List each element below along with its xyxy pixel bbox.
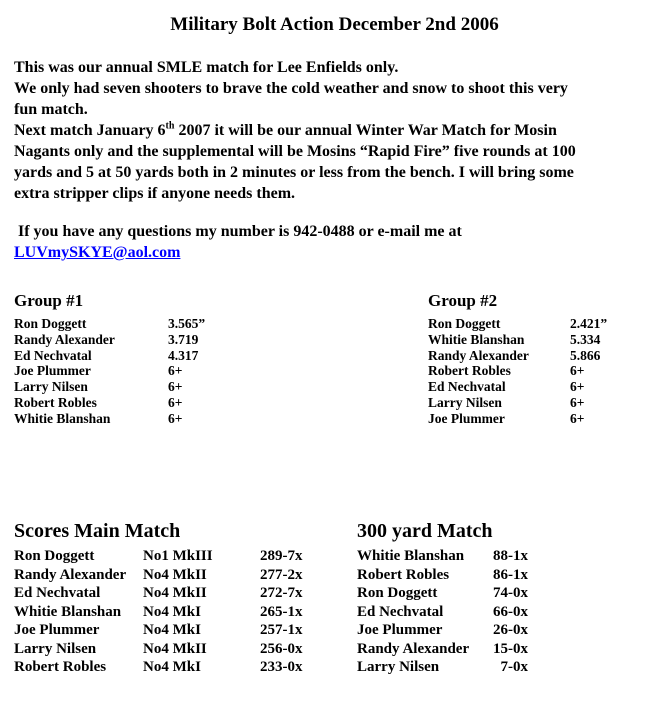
group-size-value: 6+ bbox=[570, 410, 585, 426]
group-size-value: 6+ bbox=[168, 394, 183, 410]
group-size-value: 2.421” bbox=[570, 316, 608, 331]
main-match-table bbox=[14, 547, 303, 677]
shooter-name: Larry Nilsen bbox=[14, 640, 97, 657]
rifle-model: No4 MkII bbox=[143, 585, 207, 601]
intro-line-text: Next match January 6 bbox=[14, 122, 166, 139]
shooter-name: Ron Doggett bbox=[357, 585, 438, 601]
page-title: Military Bolt Action December 2nd 2006 bbox=[170, 14, 499, 35]
shooter-name: Whitie Blanshan bbox=[14, 603, 122, 620]
email-link[interactable]: LUVmySKYE@aol.com bbox=[14, 244, 181, 261]
group-size-value: 6+ bbox=[570, 379, 585, 395]
intro-line bbox=[14, 120, 576, 141]
shooter-name: Randy Alexander bbox=[428, 347, 529, 363]
shooter-name: Larry Nilsen bbox=[357, 659, 440, 675]
shooter-name: Joe Plummer bbox=[14, 622, 100, 638]
main-match-section bbox=[14, 518, 303, 677]
shooter-name: Robert Robles bbox=[357, 566, 450, 583]
match-score: 7-0x bbox=[493, 659, 528, 675]
shooter-name: Ron Doggett bbox=[428, 316, 501, 331]
group-1-section bbox=[14, 290, 205, 427]
rifle-model: No4 MkII bbox=[143, 640, 207, 657]
group-size-value: 5.334 bbox=[570, 331, 601, 347]
match-score: 257-1x bbox=[260, 622, 303, 638]
intro-paragraph bbox=[14, 57, 576, 204]
rifle-model: No4 MkII bbox=[143, 566, 207, 583]
shooter-name: Joe Plummer bbox=[357, 622, 443, 638]
shooter-name: Randy Alexander bbox=[14, 566, 127, 583]
contact-email-line bbox=[14, 242, 462, 263]
shooter-name: Ed Nechvatal bbox=[357, 603, 444, 620]
yard-match-heading: 300 yard Match bbox=[357, 520, 493, 542]
shooter-name: Robert Robles bbox=[428, 363, 511, 379]
match-score: 88-1x bbox=[493, 548, 528, 564]
shooter-name: Ed Nechvatal bbox=[14, 347, 92, 363]
group-1-table bbox=[14, 316, 205, 427]
intro-line: fun match. bbox=[14, 101, 88, 118]
group-size-value: 6+ bbox=[570, 363, 585, 379]
shooter-name: Ron Doggett bbox=[14, 548, 95, 564]
intro-line: extra stripper clips if anyone needs them. bbox=[14, 185, 296, 202]
match-score: 233-0x bbox=[260, 659, 303, 675]
intro-line: yards and 5 at 50 yards both in 2 minutes or less from the bench. I will bring some bbox=[14, 164, 574, 181]
shooter-name: Robert Robles bbox=[14, 659, 107, 675]
intro-line: This was our annual SMLE match for Lee Enfields only. bbox=[14, 59, 399, 76]
shooter-name: Robert Robles bbox=[14, 394, 97, 410]
group-size-value: 3.565” bbox=[168, 316, 206, 331]
group-2-heading: Group #2 bbox=[428, 291, 498, 310]
yard-match-section bbox=[357, 518, 528, 677]
match-score: 256-0x bbox=[260, 640, 303, 657]
match-score: 265-1x bbox=[260, 603, 303, 620]
match-score: 66-0x bbox=[493, 603, 528, 620]
group-size-value: 6+ bbox=[168, 363, 183, 379]
shooter-name: Randy Alexander bbox=[357, 640, 470, 657]
match-score: 289-7x bbox=[260, 548, 303, 564]
shooter-name: Larry Nilsen bbox=[428, 394, 502, 410]
group-size-value: 5.866 bbox=[570, 347, 601, 363]
shooter-name: Larry Nilsen bbox=[14, 379, 88, 395]
shooter-name: Whitie Blanshan bbox=[357, 548, 465, 564]
shooter-name: Whitie Blanshan bbox=[428, 331, 525, 347]
match-score: 277-2x bbox=[260, 566, 303, 583]
intro-line-text: 2007 it will be our annual Winter War Match for Mosin bbox=[174, 122, 557, 139]
rifle-model: No4 MkI bbox=[143, 622, 201, 638]
yard-match-table bbox=[357, 547, 528, 677]
match-score: 86-1x bbox=[493, 566, 528, 583]
shooter-name: Ron Doggett bbox=[14, 316, 87, 331]
group-2-table bbox=[428, 316, 607, 427]
contact-line: If you have any questions my number is 942-0488 or e-mail me at bbox=[14, 223, 462, 240]
group-size-value: 6+ bbox=[570, 394, 585, 410]
group-size-value: 6+ bbox=[168, 410, 183, 426]
rifle-model: No4 MkI bbox=[143, 659, 201, 675]
match-score: 15-0x bbox=[493, 640, 528, 657]
match-score: 272-7x bbox=[260, 585, 303, 601]
group-size-value: 3.719 bbox=[168, 331, 199, 347]
shooter-name: Whitie Blanshan bbox=[14, 410, 111, 426]
group-1-heading: Group #1 bbox=[14, 291, 84, 310]
intro-line: Nagants only and the supplemental will be Mosins “Rapid Fire” five rounds at 100 bbox=[14, 143, 576, 160]
group-size-value: 6+ bbox=[168, 379, 183, 395]
group-size-value: 4.317 bbox=[168, 347, 199, 363]
shooter-name: Ed Nechvatal bbox=[428, 379, 506, 395]
rifle-model: No1 MkIII bbox=[143, 548, 213, 564]
shooter-name: Joe Plummer bbox=[14, 363, 91, 379]
intro-line: We only had seven shooters to brave the cold weather and snow to shoot this very bbox=[14, 80, 568, 97]
match-score: 74-0x bbox=[493, 585, 528, 601]
contact-block bbox=[14, 221, 462, 263]
ordinal-superscript: th bbox=[165, 120, 175, 132]
shooter-name: Randy Alexander bbox=[14, 331, 115, 347]
rifle-model: No4 MkI bbox=[143, 603, 201, 620]
shooter-name: Joe Plummer bbox=[428, 410, 505, 426]
match-score: 26-0x bbox=[493, 622, 528, 638]
shooter-name: Ed Nechvatal bbox=[14, 585, 101, 601]
main-match-heading: Scores Main Match bbox=[14, 520, 181, 542]
group-2-section bbox=[428, 290, 607, 427]
